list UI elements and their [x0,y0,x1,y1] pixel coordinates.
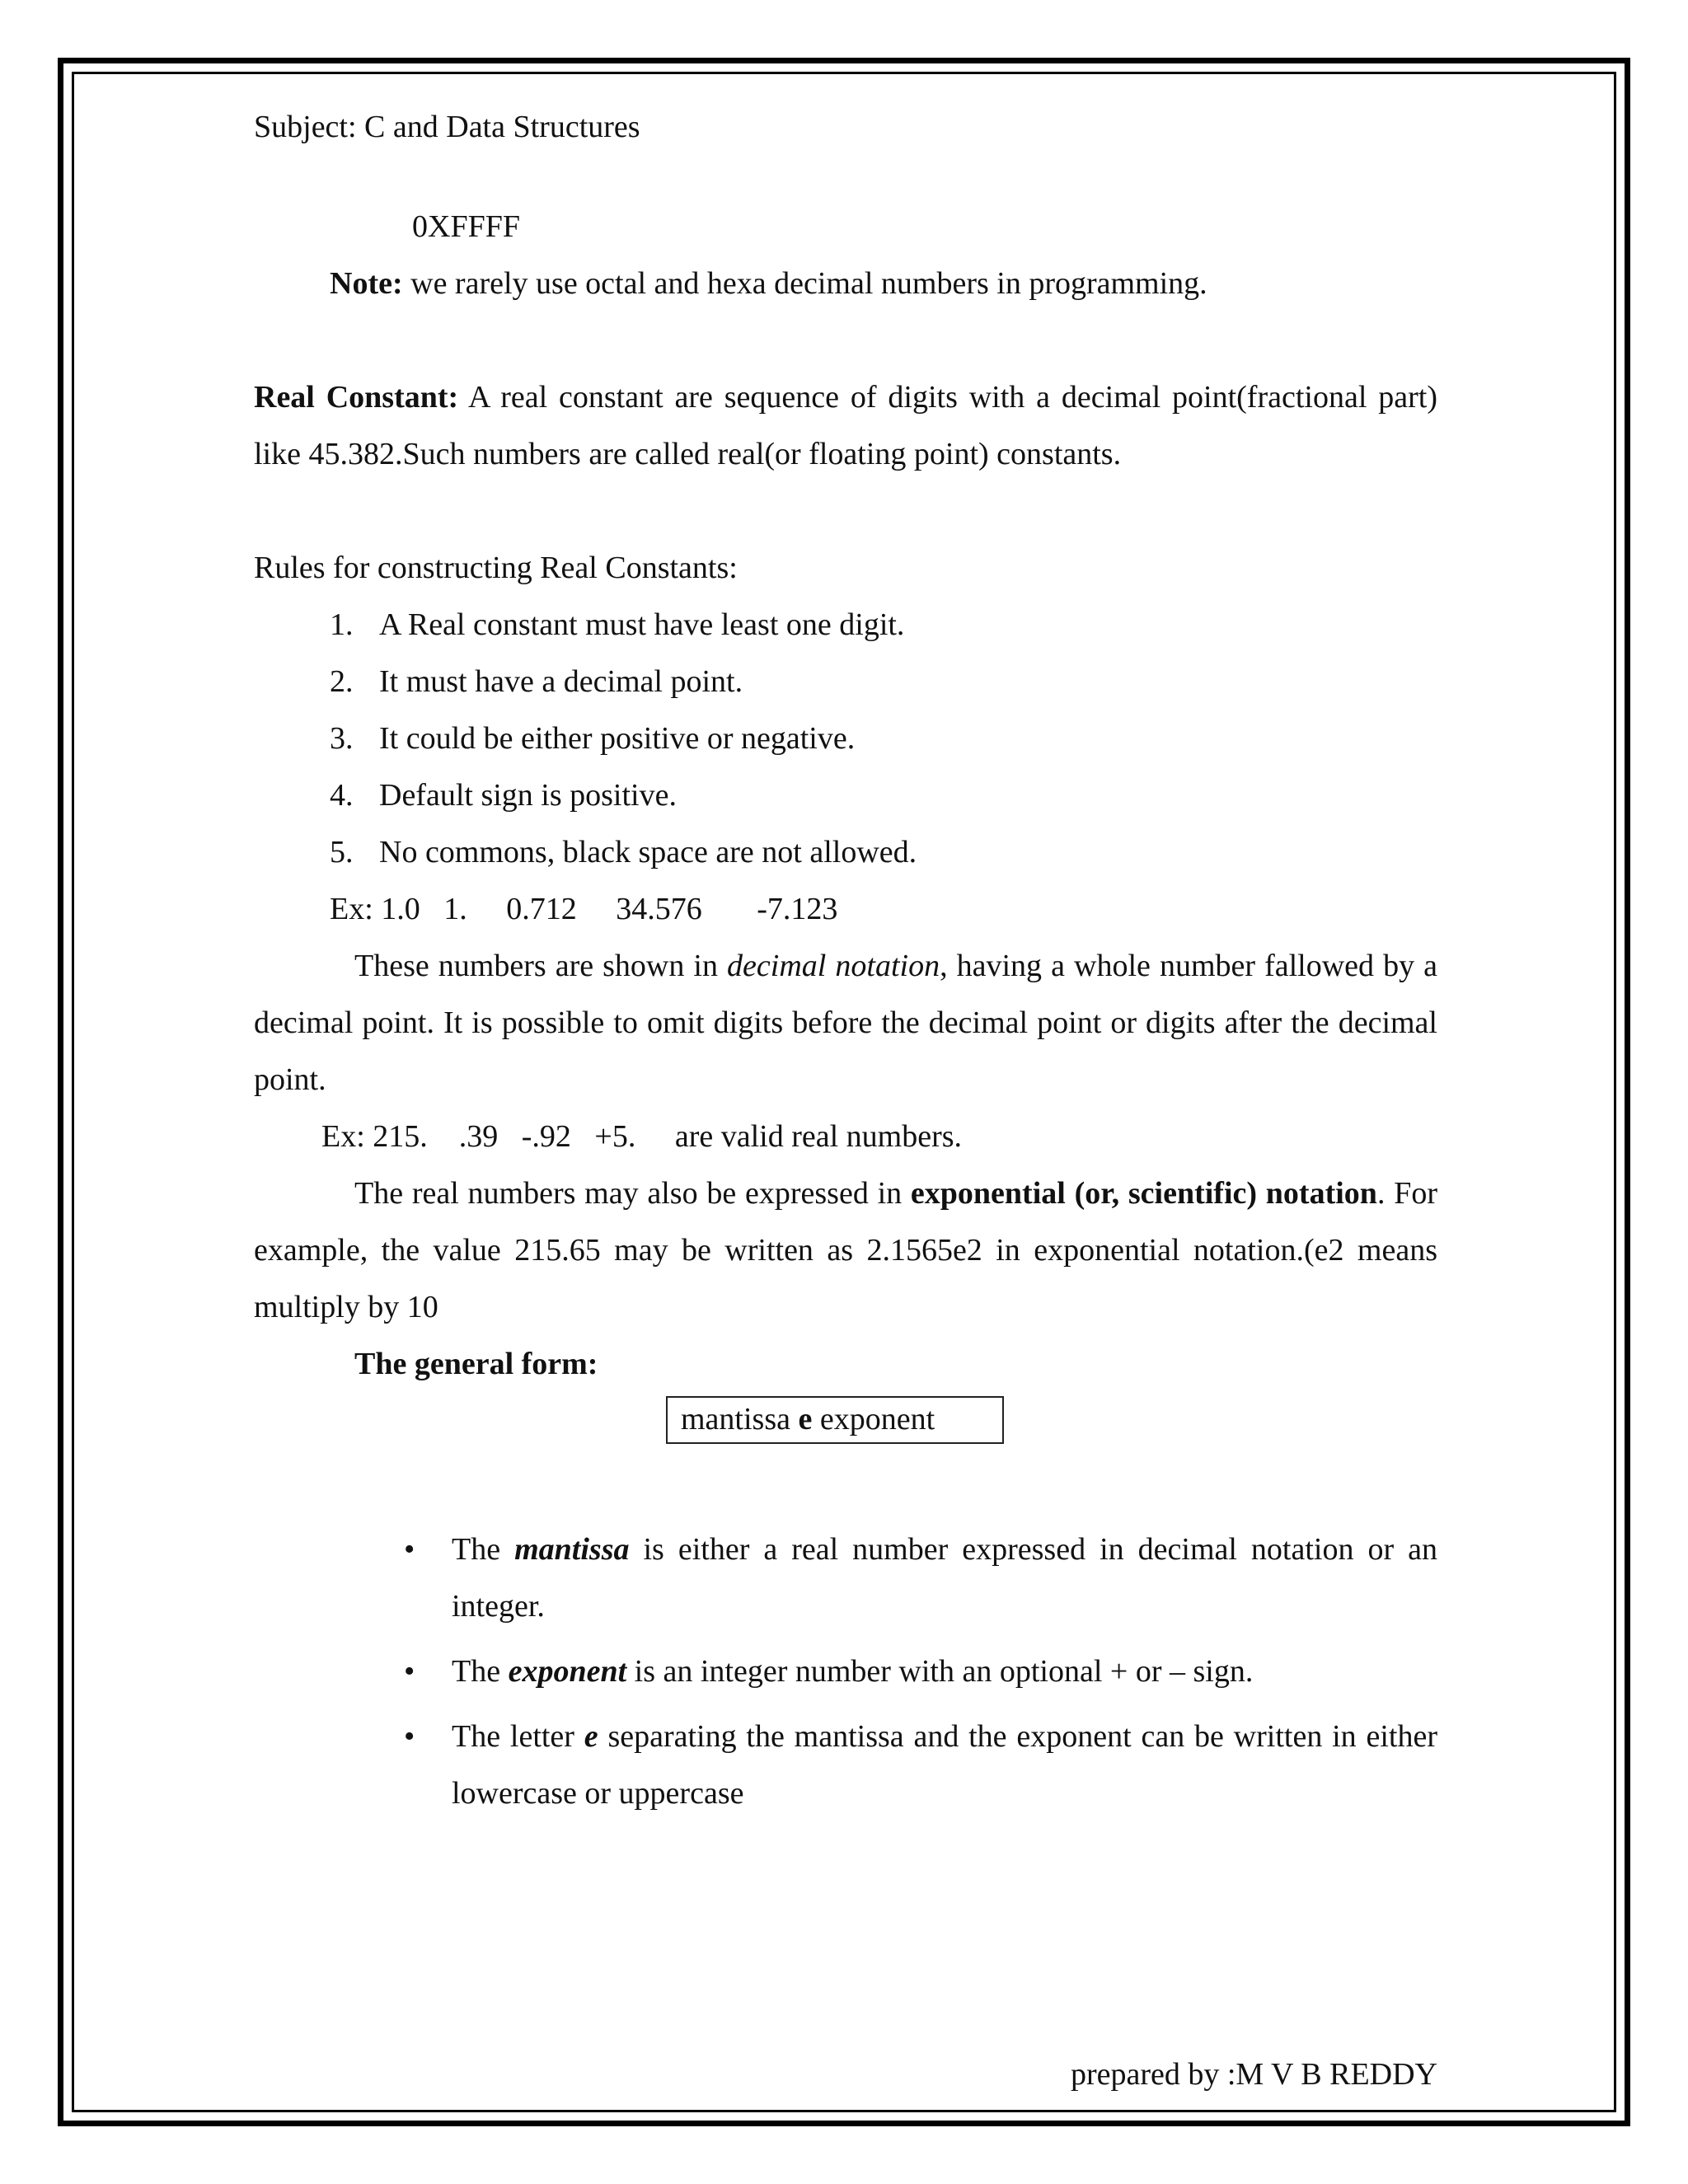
decimal-para-after: , having a whole number fallowed by a decimal point. It is possible to omit digits before the decimal point or digits after the decimal point. [254,949,1438,1097]
real-constant-paragraph [254,369,1437,483]
list-item [254,1643,1437,1700]
bullet-icon: • [404,1532,415,1567]
general-form-formula-box [666,1396,1004,1444]
example-decimal-values: Ex: 1.0 1. 0.712 34.576 -7.123 [330,892,838,926]
decimal-notation-paragraph [254,938,1437,1108]
list-item [330,824,1437,881]
formula-wrapper [254,1393,1437,1451]
list-item-text: It could be either positive or negative. [379,721,856,756]
bullet-term: e [584,1719,598,1754]
list-item-text: A Real constant must have least one digit. [379,607,905,642]
bullet-icon: • [404,1719,415,1754]
exponential-notation-term: exponential (or, scientific) notation [910,1176,1377,1211]
exponential-para-before: The real numbers may also be expressed in [354,1176,911,1211]
formula-mantissa: mantissa [681,1402,799,1436]
list-item [254,1708,1437,1822]
formula-exponent: exponent [812,1402,935,1436]
notation-bullet-list [254,1521,1437,1822]
bullet-term: mantissa [514,1532,630,1567]
prepared-by-footer: prepared by :M V B REDDY [1070,2057,1437,2092]
decimal-para-before: These numbers are shown in [354,949,728,983]
bullet-before: The [452,1532,515,1567]
list-item-number: 4. [330,778,354,813]
exponential-para-after: . For example, the value 215.65 may be written as 2.1565e2 in exponential notation.(e2 means multiply by 10 [254,1176,1437,1324]
list-item-number: 2. [330,664,354,699]
list-item-text: Default sign is positive. [379,778,677,813]
list-item-text: It must have a decimal point. [379,664,743,699]
list-item-text: No commons, black space are not allowed. [379,835,917,869]
list-item-number: 3. [330,721,354,756]
spacer [254,312,1437,369]
hex-example: 0XFFFF [412,209,520,244]
note-label: Note: [330,266,403,301]
bullet-icon: • [404,1654,415,1689]
subject-header: Subject: C and Data Structures [254,110,640,144]
bullet-after: separating the mantissa and the exponent can be written in either lowercase or uppercase [452,1719,1438,1811]
list-item [330,597,1437,654]
bullet-term: exponent [508,1654,627,1689]
rules-list [254,597,1437,881]
list-item [330,767,1437,824]
decimal-notation-term: decimal notation [727,949,940,983]
bullet-after: is an integer number with an optional + or – sign. [626,1654,1254,1689]
list-item [254,1521,1437,1635]
list-item-number: 5. [330,835,354,869]
formula-e: e [798,1402,813,1436]
general-form-label: The general form: [354,1347,598,1381]
page-content [254,99,1437,1830]
spacer [254,483,1437,540]
list-item [330,710,1437,767]
real-constant-label: Real Constant: [254,380,459,415]
real-constant-text: A real constant are sequence of digits with a decimal point(fractional part) like 45.382.Such numbers are called real(or floating point) constants. [254,380,1437,471]
example-valid-real-numbers: Ex: 215. .39 -.92 +5. are valid real numbers. [321,1119,963,1154]
list-item-number: 1. [330,607,354,642]
note-line [254,255,1437,312]
bullet-before: The [452,1654,509,1689]
note-text: we rarely use octal and hexa decimal numbers in programming. [402,266,1207,301]
rules-title: Rules for constructing Real Constants: [254,551,738,585]
bullet-before: The letter [452,1719,584,1754]
list-item [330,654,1437,710]
exponential-notation-paragraph [254,1165,1437,1336]
bullet-after: is either a real number expressed in decimal notation or an integer. [452,1532,1437,1624]
